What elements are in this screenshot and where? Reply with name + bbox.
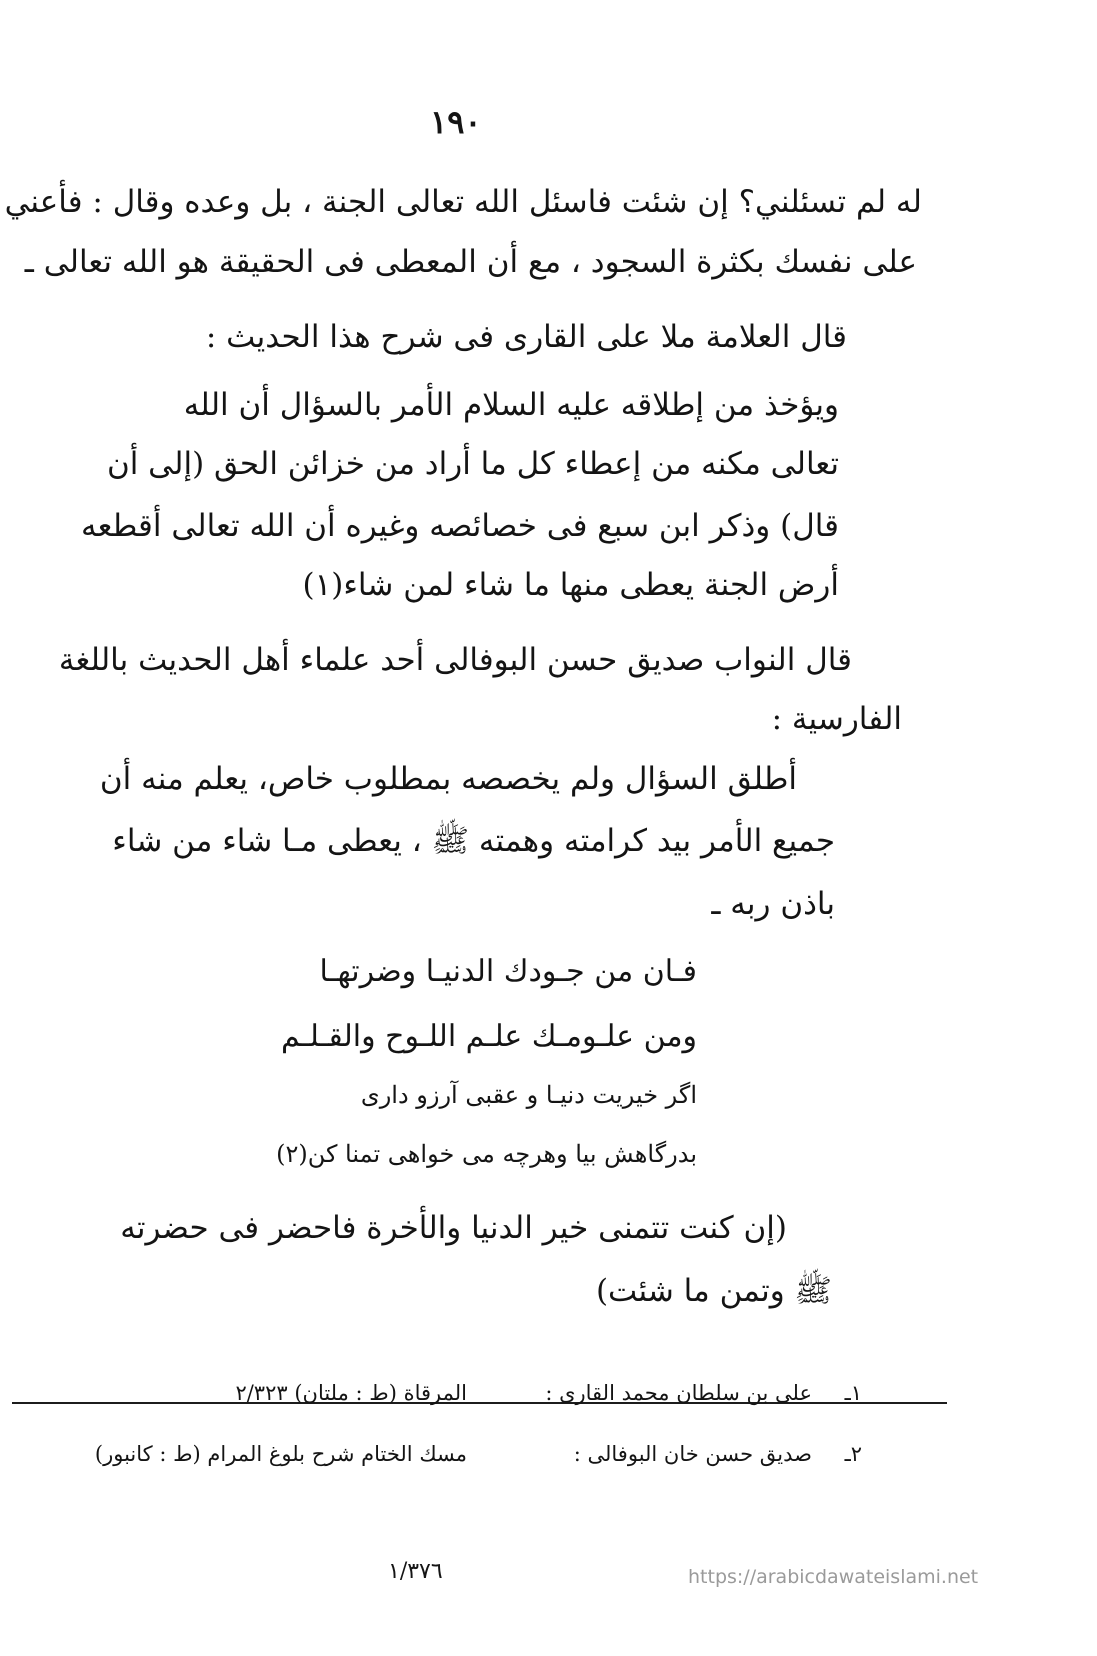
quote-line: أرض الجنة يعطى منها ما شاء لمن شاء(١) <box>302 567 839 603</box>
quote-line: قال) وذكر ابن سبع فى خصائصه وغيره أن الله تعالى أقطعه <box>81 508 839 544</box>
bottom-volume-number: ١/٣٧٦ <box>388 1559 443 1584</box>
footnote-author: على بن سلطان محمد القارى : <box>545 1381 812 1405</box>
intro-nawab: الفارسية : <box>771 701 902 737</box>
poem-verse: ومن علـومـك علـم اللـوح والقـلـم <box>280 1019 697 1054</box>
persian-verse: اگر خيريت دنيـا و عقبى آرزو دارى <box>360 1081 697 1109</box>
paragraph-line: له لم تسئلني؟ إن شئت فاسئل الله تعالى الجنة ، بل وعده وقال : فأعني <box>4 184 922 220</box>
page-number: ١٩٠ <box>430 103 482 141</box>
watermark-url: https://arabicdawateislami.net <box>688 1566 979 1588</box>
intro-nawab: قال النواب صديق حسن البوفالى أحد علماء أهل الحديث باللغة <box>58 642 852 678</box>
poem-verse: فـان من جـودك الدنيـا وضرتهـا <box>319 954 697 989</box>
quote-line: جميع الأمر بيد كرامته وهمته ﷺ ، يعطى مـا شاء من شاء <box>112 823 835 859</box>
footnote-author: صديق حسن خان البوفالى : <box>573 1442 812 1466</box>
footnote-source: مسك الختام شرح بلوغ المرام (ط : كانبور) <box>94 1442 467 1466</box>
quote-line: أطلق السؤال ولم يخصصه بمطلوب خاص، يعلم منه أن <box>99 761 797 797</box>
translation-line: (إن كنت تتمنى خير الدنيا والأخرة فاحضر فى حضرته <box>120 1210 787 1246</box>
paragraph-line: على نفسك بكثرة السجود ، مع أن المعطى فى الحقيقة هو الله تعالى ـ <box>24 244 917 280</box>
quote-line: تعالى مكنه من إعطاء كل ما أراد من خزائن الحق (إلى أن <box>106 446 839 482</box>
persian-verse: بدرگاهش بيا وهرچه مى خواهى تمنا كن(٢) <box>276 1140 697 1168</box>
translation-line: ﷺ وتمن ما شئت) <box>595 1273 832 1309</box>
intro-qari: قال العلامة ملا على القارى فى شرح هذا الحديث : <box>205 319 847 355</box>
footnote-marker: ١ـ <box>844 1381 862 1405</box>
quote-line: ويؤخذ من إطلاقه عليه السلام الأمر بالسؤال أن الله <box>183 387 839 423</box>
quote-line: باذن ربه ـ <box>711 886 835 922</box>
footnote-marker: ٢ـ <box>844 1442 862 1466</box>
footnote-source: المرقاة (ط : ملتان) ٢/٣٢٣ <box>235 1381 467 1405</box>
